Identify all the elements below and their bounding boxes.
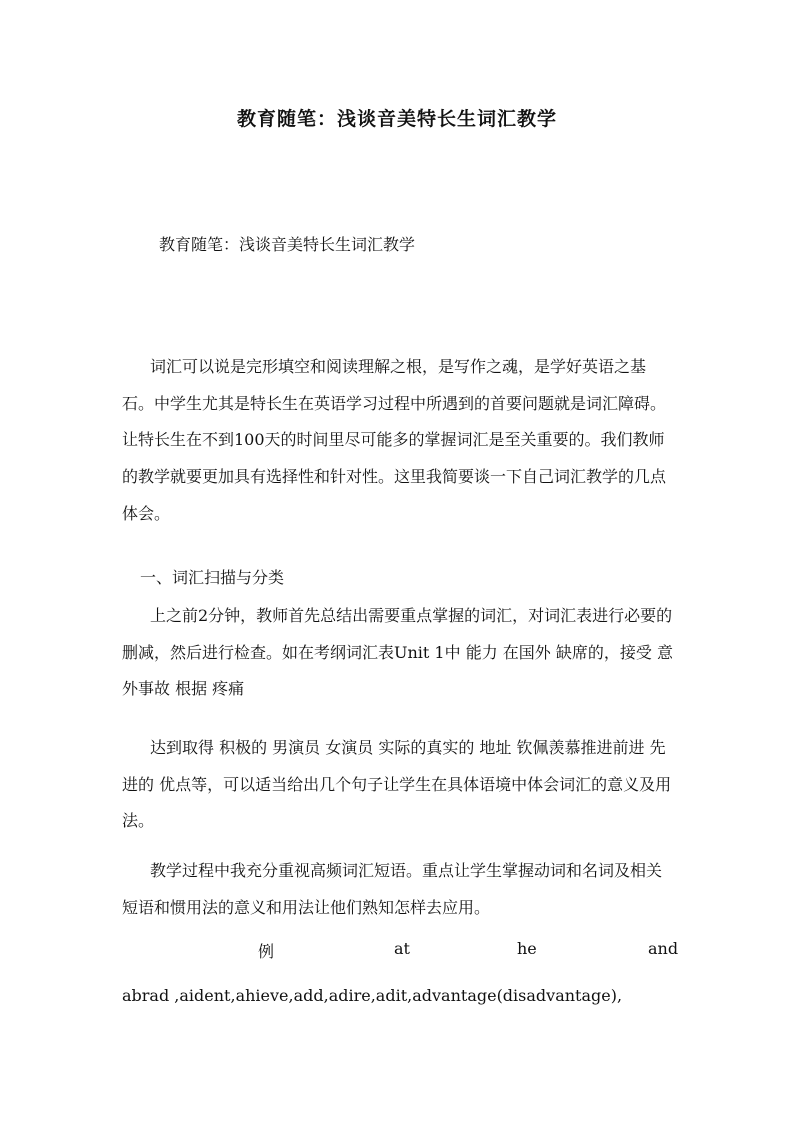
example-word: he <box>517 939 537 958</box>
example-row <box>122 935 679 965</box>
example-word: and <box>648 939 679 958</box>
example-label: 例 <box>258 942 275 961</box>
document-subtitle: 教育随笔：浅谈音美特长生词汇教学 <box>159 235 416 254</box>
word-list: abrad ,aident,ahieve,add,adire,adit,advantage(disadvantage), <box>122 986 623 1005</box>
example-word: at <box>394 939 410 958</box>
paragraph-vocab-list: 达到取得 积极的 男演员 女演员 实际的真实的 地址 钦佩羡慕推进前进 先进的 优点等，可以适当给出几个句子让学生在具体语境中体会词汇的意义及用法。 <box>122 738 672 831</box>
paragraph-high-frequency: 教学过程中我充分重视高频词汇短语。重点让学生掌握动词和名词及相关短语和惯用法的意义和用法让他们熟知怎样去应用。 <box>122 861 663 917</box>
section-heading: 一、词汇扫描与分类 <box>140 568 285 587</box>
paragraph-intro: 词汇可以说是完形填空和阅读理解之根，是写作之魂，是学好英语之基石。中学生尤其是特长生在英语学习过程中所遇到的首要问题就是词汇障碍。让特长生在不到100天的时间里尽可能多的掌握词汇是至关重要的。我们教师的教学就要更加具有选择性和针对性。这里我简要谈一下自己词汇教学的几点体会。 <box>122 357 667 523</box>
paragraph-vocab-scan: 上之前2分钟，教师首先总结出需要重点掌握的词汇，对词汇表进行必要的删减，然后进行检查。如在考纲词汇表Unit 1中 能力 在国外 缺席的，接受 意外事故 根据 疼痛 <box>122 606 673 699</box>
document-title: 教育随笔：浅谈音美特长生词汇教学 <box>236 108 557 130</box>
